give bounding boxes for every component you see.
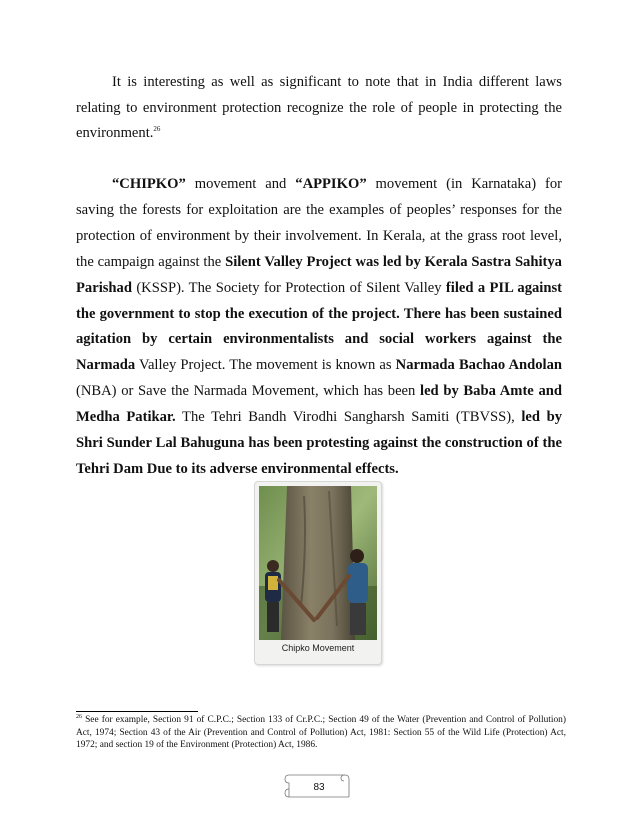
paragraph-people-role: [76, 70, 562, 147]
text-run: The Tehri Bandh Virodhi Sangharsh Samiti (TBVSS),: [175, 409, 522, 426]
nba-highlight: Narmada Bachao Andolan: [395, 357, 562, 374]
text-run: movement and: [185, 176, 296, 192]
silent-valley-highlight: Silent Valley Project was led by Kerala Sastra Sahitya Parishad: [76, 253, 562, 296]
footnote: [76, 714, 566, 752]
text-run: Valley Project. The movement is known as: [135, 357, 396, 374]
page-number: 83: [313, 782, 325, 793]
pil-highlight: filed a PIL against the government to stop the execution of the project. There has been sustained agitation by certain environmentalists and social workers against the Narmada: [76, 279, 562, 374]
text-run: (KSSP). The Society for Protection of Silent Valley: [131, 279, 446, 296]
paragraph-movements: [76, 172, 562, 483]
footnote-separator: [76, 711, 198, 712]
chipko-movement-photo: [254, 481, 382, 665]
footnote-text: See for example, Section 91 of C.P.C.; Section 133 of Cr.P.C.; Section 49 of the Water (Prevention and Control of Pollution) Act, 1974; Section 43 of the Air (Prevention and Control of Pollution) Act, 1981: Section 55 of the Wild Life (Protection) Act, 1972; and section 19 of the Environment (Protection) Act, 1986.: [76, 715, 566, 751]
figure-caption: Chipko Movement: [281, 643, 355, 653]
page-number-scroll: [283, 771, 355, 801]
tree-hugging-illustration: [259, 486, 377, 640]
appiko-term: “APPIKO”: [295, 176, 367, 192]
footnote-reference[interactable]: 26: [153, 125, 161, 134]
baba-amte-highlight: led by Baba Amte and Medha Patikar.: [76, 383, 562, 426]
chipko-term: “CHIPKO”: [112, 176, 186, 192]
text-run: movement (in Karnataka) for saving the forests for exploitation are the examples of peoples’ responses for the protection of environment by their involvement. In Kerala, at the grass root level, the campaign against the: [76, 176, 563, 270]
paragraph-text: It is interesting as well as significant to note that in India different laws relating to environment protection recognize the role of people in protecting the environment.: [76, 74, 562, 142]
text-run: (NBA) or Save the Narmada Movement, which has been: [76, 383, 421, 400]
footnote-marker: 26: [76, 713, 82, 720]
tehri-dam-highlight: led by Shri Sunder Lal Bahuguna has been protesting against the construction of the Tehri Dam Due to its adverse environmental effects.: [76, 409, 562, 477]
